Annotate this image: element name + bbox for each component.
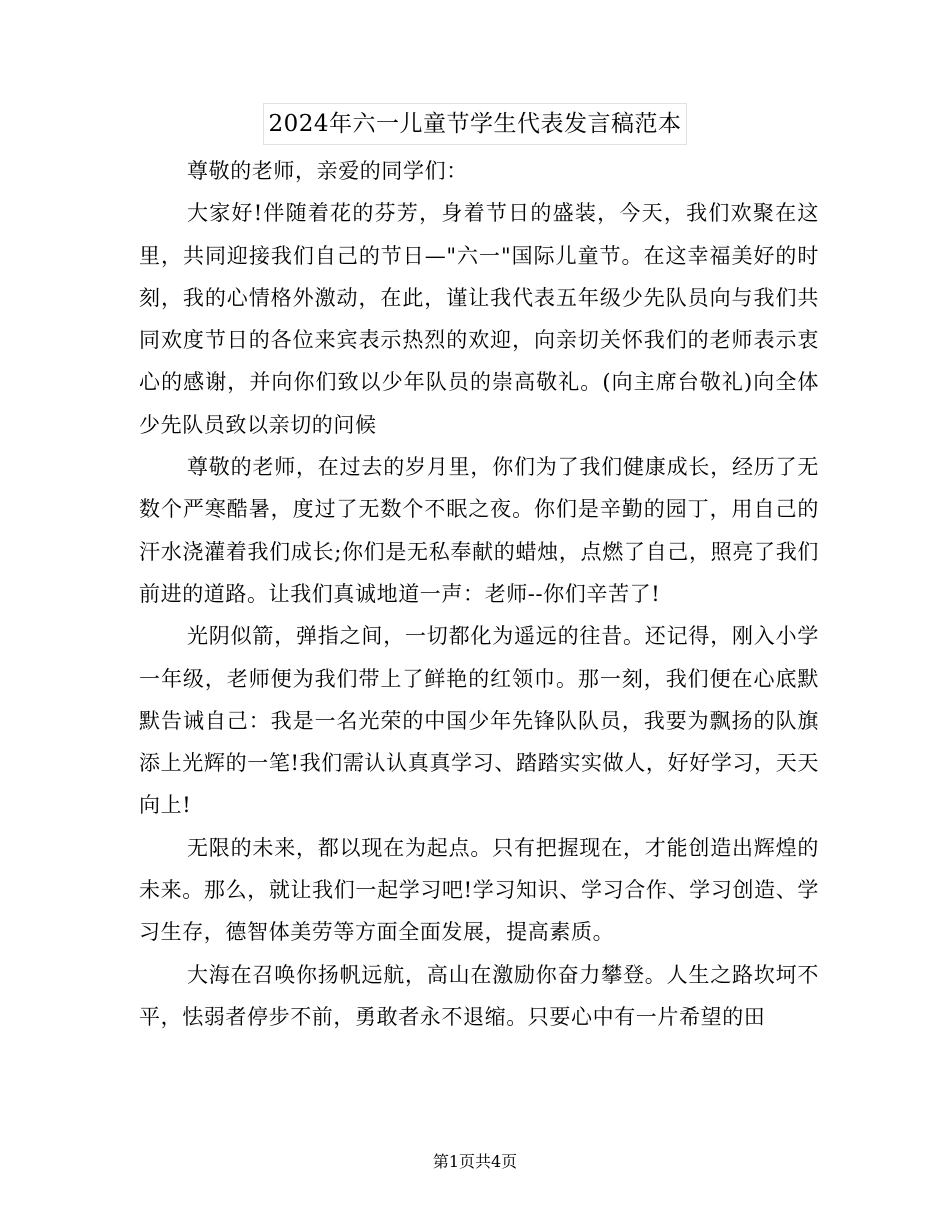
paragraph: 尊敬的老师，在过去的岁月里，你们为了我们健康成长，经历了无数个严寒酷暑，度过了无数个不眠之夜。你们是辛勤的园丁，用自己的汗水浇灌着我们成长;你们是无私奉献的蜡烛，点燃了自己，照亮了我们前进的道路。让我们真诚地道一声：老师--你们辛苦了! (139, 455, 819, 606)
paragraph: 无限的未来，都以现在为起点。只有把握现在，才能创造出辉煌的未来。那么，就让我们一起学习吧!学习知识、学习合作、学习创造、学习生存，德智体美劳等方面全面发展，提高素质。 (139, 835, 819, 945)
paragraph: 大海在召唤你扬帆远航，高山在激励你奋力攀登。人生之路坎坷不平，怯弱者停步不前，勇敢者永不退缩。只要心中有一片希望的田 (139, 962, 819, 1029)
document-title (0, 104, 950, 144)
document-body (139, 150, 819, 1038)
page-footer: 第1页共4页 (432, 1152, 518, 1171)
salutation: 尊敬的老师，亲爱的同学们： (187, 159, 468, 183)
paragraph: 大家好!伴随着花的芬芳，身着节日的盛装，今天，我们欢聚在这里，共同迎接我们自己的节日—"六一"国际儿童节。在这幸福美好的时刻，我的心情格外激动，在此，谨让我代表五年级少先队员向与我们共同欢度节日的各位来宾表示热烈的欢迎，向亲切关怀我们的老师表示衷心的感谢，并向你们致以少年队员的崇高敬礼。(向主席台敬礼)向全体少先队员致以亲切的问候 (139, 201, 819, 437)
paragraph: 光阴似箭，弹指之间，一切都化为遥远的往昔。还记得，刚入小学一年级，老师便为我们带上了鲜艳的红领巾。那一刻，我们便在心底默默告诫自己：我是一名光荣的中国少年先锋队队员，我要为飘扬的队旗添上光辉的一笔!我们需认认真真学习、踏踏实实做人，好好学习，天天向上! (139, 624, 819, 818)
document-title-text: 2024年六一儿童节学生代表发言稿范本 (264, 104, 685, 144)
